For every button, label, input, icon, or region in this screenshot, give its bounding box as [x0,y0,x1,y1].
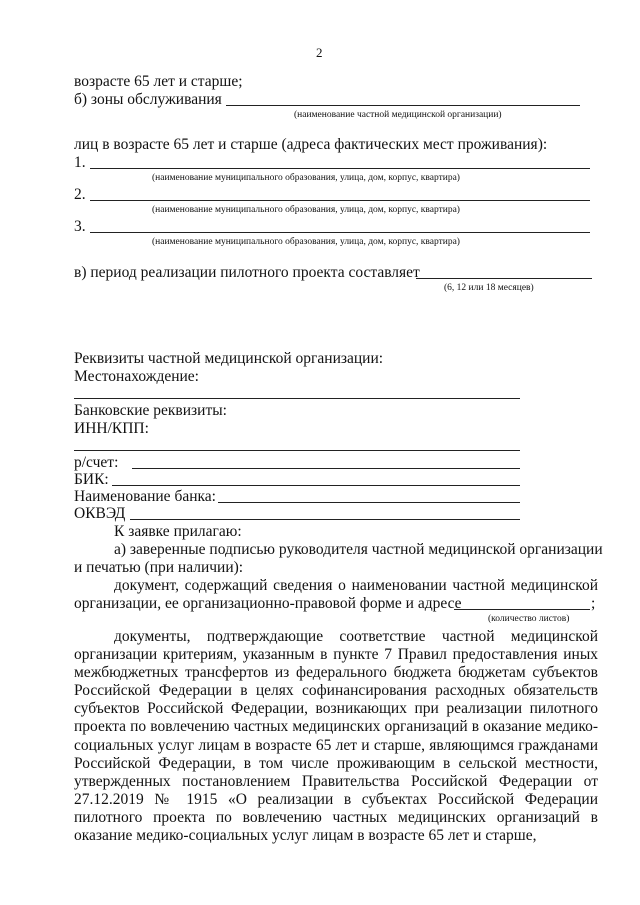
okved-rule [130,519,520,520]
account-rule [132,468,520,469]
location-rule [74,398,520,399]
addr-rule-2 [90,200,590,201]
requisites-bik: БИК: [74,471,109,488]
bank-name-rule [218,502,520,503]
doc-count-rule [454,609,590,610]
bik-rule [112,485,520,486]
page-number: 2 [316,45,323,60]
addr-number-1: 1. [74,154,86,171]
service-zone-rule [226,105,580,106]
attachment-a-line2: и печатью (при наличии): [74,559,244,576]
addr-rule-1 [90,168,590,169]
requisites-account: р/счет: [74,454,119,471]
caption-count: (количество листов) [488,614,570,624]
caption-org: (наименование частной медицинской организации) [294,110,502,120]
caption-period: (6, 12 или 18 месяцев) [444,283,534,293]
requisites-heading: Реквизиты частной медицинской организации: [74,350,384,367]
requisites-okved: ОКВЭД [74,505,126,522]
line-age: возрасте 65 лет и старше; [74,73,243,90]
caption-addr-3: (наименование муниципального образования, улица, дом, корпус, квартира) [152,237,460,247]
requisites-bank-name: Наименование банка: [74,488,216,505]
attachment-a-line1: а) заверенные подписью руководителя частной медицинской организации [114,541,603,558]
period-rule [416,278,592,279]
requisites-location: Местонахождение: [74,368,199,385]
line-service-zone: б) зоны обслуживания [74,91,222,108]
inn-rule [74,450,520,451]
line-addresses: лиц в возрасте 65 лет и старше (адреса фактических мест проживания): [74,136,548,153]
addr-rule-3 [90,232,590,233]
addr-number-2: 2. [74,186,86,203]
attachment-doc-line1: документ, содержащий сведения о наименовании частной медицинской [114,577,598,594]
line-period: в) период реализации пилотного проекта составляет [74,264,420,281]
requisites-bank: Банковские реквизиты: [74,402,227,419]
attachment-doc-line2: организации, ее организационно-правовой форме и адресе [74,595,462,612]
attachments-intro: К заявке прилагаю: [114,523,242,540]
addr-number-3: 3. [74,218,86,235]
caption-addr-1: (наименование муниципального образования, улица, дом, корпус, квартира) [152,173,460,183]
doc-semicolon: ; [591,595,596,612]
requisites-inn: ИНН/КПП: [74,420,149,437]
caption-addr-2: (наименование муниципального образования, улица, дом, корпус, квартира) [152,205,460,215]
documents-paragraph: документы, подтверждающие соответствие частной медицинской организации критериям, указанным в пункте 7 Правил предоставления иных межбюджетных трансфертов из федерального бюджета бюджетам субъектов Российской Федерации в целях софинансирования расходных обязательств субъектов Российской Федерации, возникающих при реализации пилотного проекта по вовлечению частных медицинских организаций в оказание медико-социальных услуг лицам в возрасте 65 лет и старше, являющимся гражданами Российской Федерации, в том числе проживающим в сельской местности, утвержденных постановлением Правительства Российской Федерации от 27.12.2019 № 1915 «О реализации в субъектах Российской Федерации пилотного проекта по вовлечению частных медицинских организаций в оказание медико-социальных услуг лицам в возрасте 65 лет и старше, [74,628,598,845]
